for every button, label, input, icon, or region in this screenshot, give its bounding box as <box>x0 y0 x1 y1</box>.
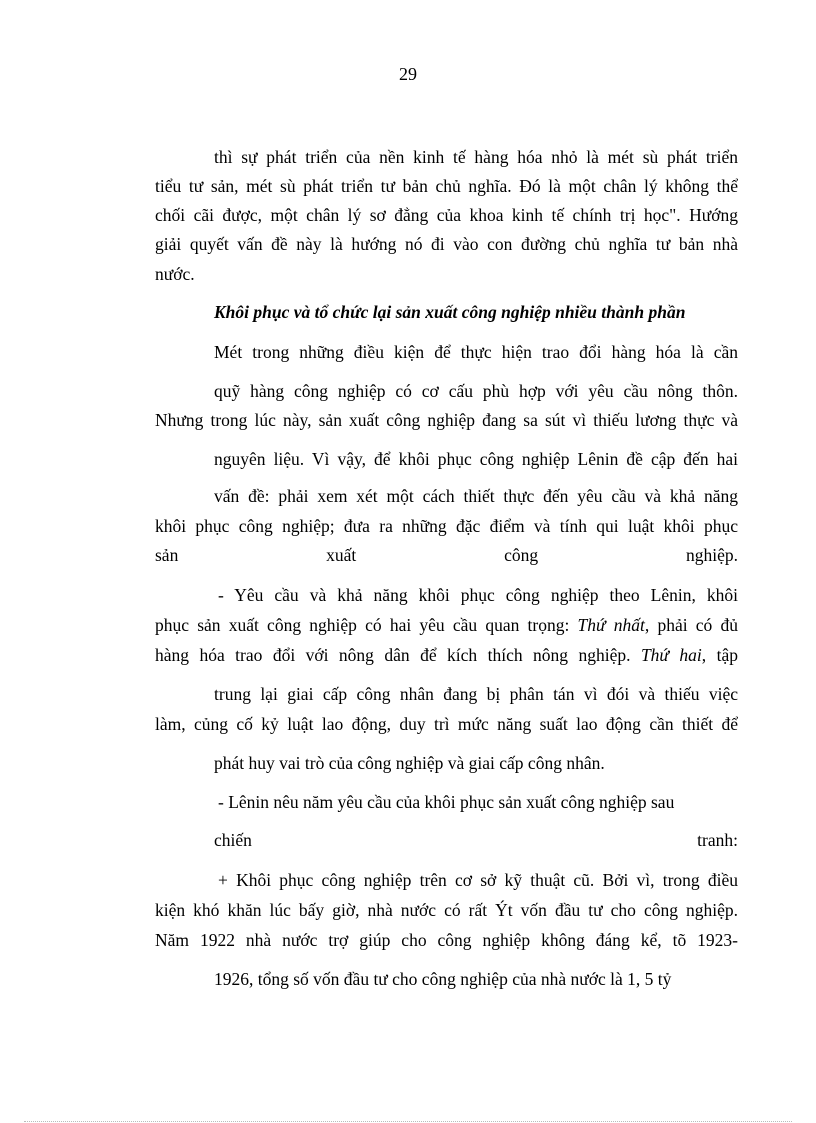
body-text-line: + Khôi phục công nghiệp trên cơ sở kỹ thuật cũ. Bởi vì, trong điều <box>218 870 738 890</box>
word: nghiệp. <box>685 545 738 565</box>
body-text-line: thì sự phát triển của nền kinh tế hàng hóa nhỏ là mét sù phát triển <box>214 147 738 167</box>
body-text-line: kiện khó khăn lúc bấy giờ, nhà nước có rất Ýt vốn đầu tư cho công nghiệp. <box>155 900 738 920</box>
body-text-line: Mét trong những điều kiện để thực hiện trao đổi hàng hóa là cần <box>214 342 738 362</box>
emphasis-text: Thứ nhất <box>577 615 645 635</box>
section-heading: Khôi phục và tổ chức lại sản xuất công nghiệp nhiều thành phần <box>214 302 686 322</box>
body-text-line: khôi phục công nghiệp; đưa ra những đặc điểm và tính qui luật khôi phục <box>155 516 738 536</box>
word: xuất <box>326 545 357 565</box>
body-text-line: nước. <box>155 264 195 284</box>
body-text-line: làm, củng cố kỷ luật lao động, duy trì mức năng suất lao động cần thiết để <box>155 714 738 734</box>
page-bottom-divider <box>24 1121 792 1122</box>
body-text-line: trung lại giai cấp công nhân đang bị phân tán vì đói và thiếu việc <box>214 684 738 704</box>
word: công <box>504 545 539 565</box>
body-text-line: 1926, tổng số vốn đầu tư cho công nghiệp của nhà nước là 1, 5 tỷ <box>214 969 672 989</box>
body-text-line-spread <box>155 544 738 566</box>
body-text-line <box>155 614 738 636</box>
word: chiến <box>214 830 252 850</box>
body-text-line: chối cãi được, một chân lý sơ đẳng của khoa kinh tế chính trị học". Hướng <box>155 205 738 225</box>
body-text-line: - Lênin nêu năm yêu cầu của khôi phục sản xuất công nghiệp sau <box>218 792 675 812</box>
text-run: , tập <box>701 645 738 665</box>
body-text-line <box>155 644 738 666</box>
body-text-line: phát huy vai trò của công nghiệp và giai cấp công nhân. <box>214 753 605 773</box>
text-run: , phải có đủ <box>644 615 738 635</box>
text-run: phục sản xuất công nghiệp có hai yêu cầu quan trọng: <box>155 615 578 635</box>
body-text-line: nguyên liệu. Vì vậy, để khôi phục công nghiệp Lênin đề cập đến hai <box>214 449 738 469</box>
body-text-line-spread <box>214 829 738 851</box>
text-run: hàng hóa trao đổi với nông dân để kích thích nông nghiệp. <box>155 645 641 665</box>
emphasis-text: Thứ hai <box>640 645 702 665</box>
word: sản <box>155 545 179 565</box>
body-text-line: giải quyết vấn đề này là hướng nó đi vào con đường chủ nghĩa tư bản nhà <box>155 234 738 254</box>
body-text-line: tiểu tư sản, mét sù phát triển tư bản chủ nghĩa. Đó là một chân lý không thể <box>155 176 738 196</box>
body-text-line: Nhưng trong lúc này, sản xuất công nghiệp đang sa sút vì thiếu lương thực và <box>155 410 738 430</box>
word: tranh: <box>697 830 738 850</box>
body-text-line: vấn đề: phải xem xét một cách thiết thực đến yêu cầu và khả năng <box>214 486 738 506</box>
body-text-line: quỹ hàng công nghiệp có cơ cấu phù hợp với yêu cầu nông thôn. <box>214 381 738 401</box>
page-number: 29 <box>399 64 417 84</box>
body-text-line: - Yêu cầu và khả năng khôi phục công nghiệp theo Lênin, khôi <box>218 585 738 605</box>
body-text-line: Năm 1922 nhà nước trợ giúp cho công nghiệp không đáng kể, tõ 1923- <box>155 930 738 950</box>
